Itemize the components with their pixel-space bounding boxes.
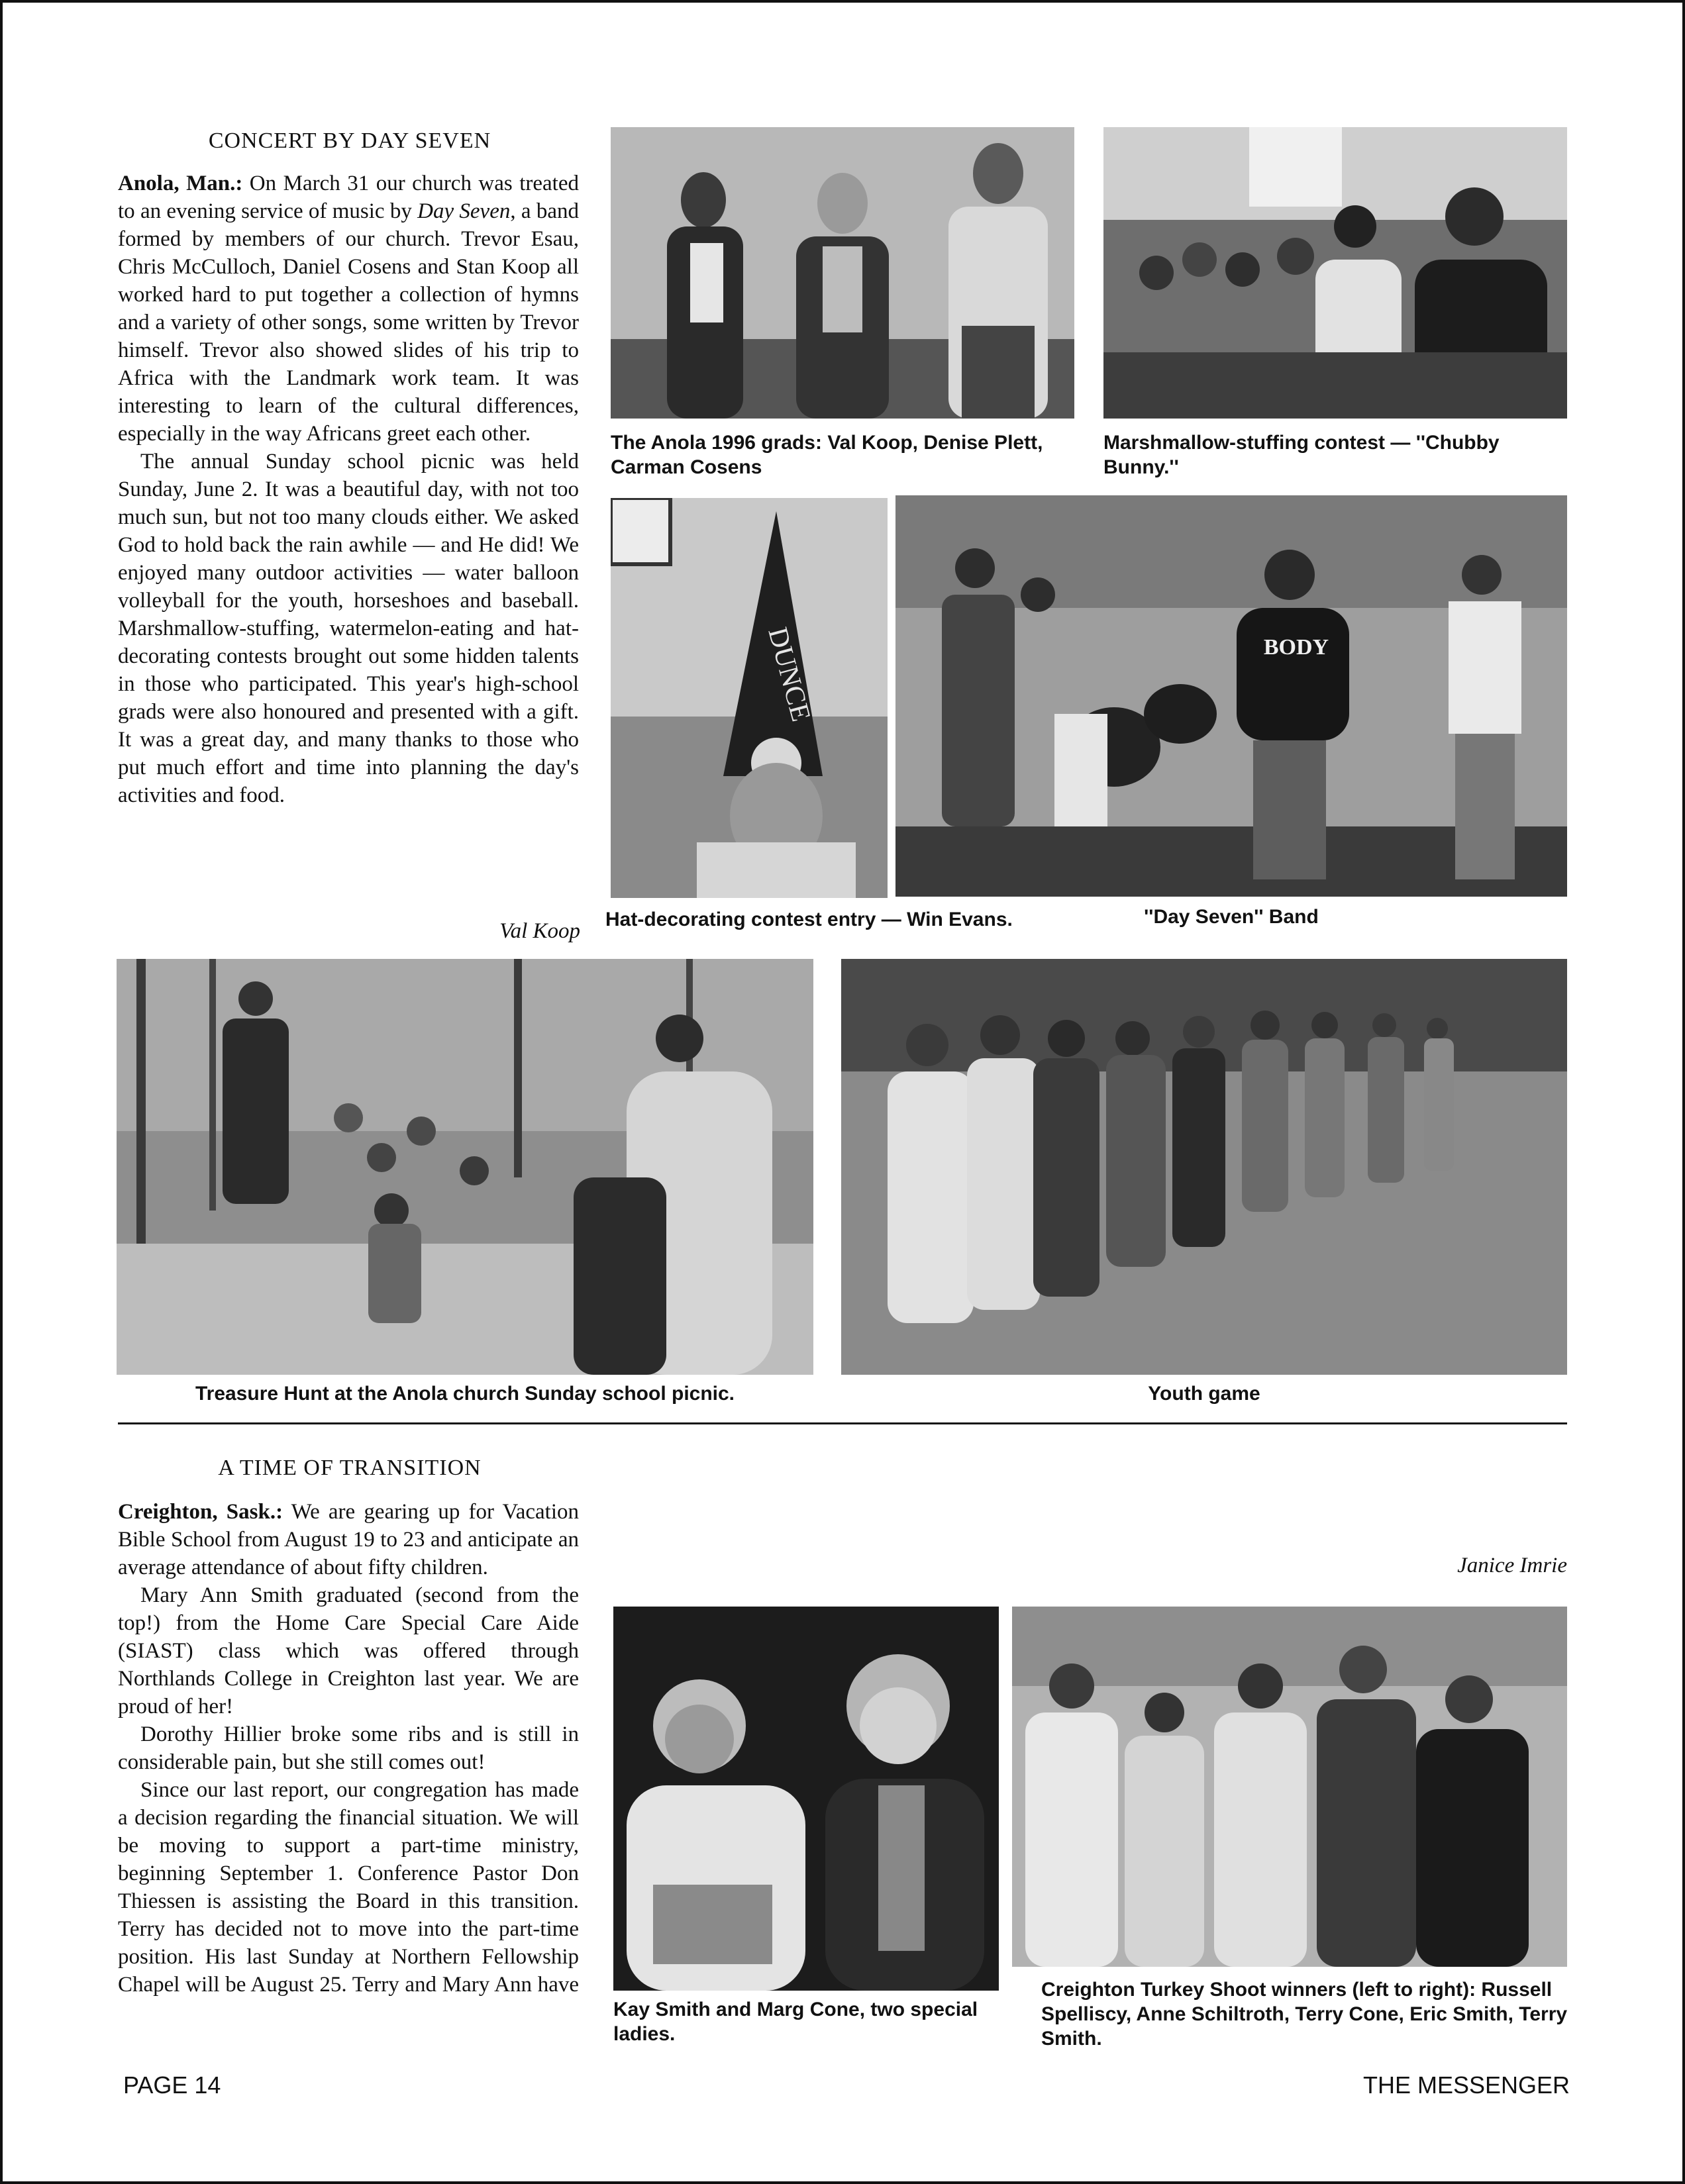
article2-dateline: Creighton, Sask.: (118, 1500, 283, 1524)
caption-hat-decorating: Hat-decorating contest entry — Win Evans. (605, 909, 1013, 930)
dunce-hat-text: DUNCE (762, 624, 817, 725)
band-shirt-text: BODY (1263, 635, 1329, 660)
article2-paragraph-1 (118, 1498, 579, 1581)
photo-anola-grads (611, 127, 1074, 419)
caption-turkey-shoot-winners: Creighton Turkey Shoot winners (left to right): Russell Spelliscy, Anne Schiltroth, Terry Cone, Eric Smith, Terry Smith. (1041, 1979, 1568, 2050)
article2-paragraph-2: Mary Ann Smith graduated (second from the top!) from the Home Care Special Care Aide (SIAST) class which was offered through Northlands College in Creighton last year. We are proud of her! (118, 1583, 579, 1718)
article1-byline: Val Koop (499, 919, 580, 943)
article2-column-2 (611, 1448, 1074, 1588)
photo-marshmallow-contest (1103, 127, 1567, 419)
photo-turkey-shoot-winners (1012, 1607, 1567, 1967)
article2-column-3 (1103, 1448, 1567, 1559)
article2-column-1 (118, 1498, 579, 1997)
article2-paragraph-3: Dorothy Hillier broke some ribs and is still in considerable pain, but she still comes out! (118, 1722, 579, 1774)
article2-headline: A TIME OF TRANSITION (218, 1456, 482, 1480)
caption-kay-and-marg: Kay Smith and Marg Cone, two special ladies. (613, 1999, 978, 2045)
photo-youth-game (841, 959, 1567, 1375)
band-name: Day Seven (417, 199, 511, 223)
caption-treasure-hunt: Treasure Hunt at the Anola church Sunday school picnic. (195, 1383, 735, 1405)
article1-body (118, 170, 579, 809)
article1-p1-b: , a band formed by members of our church. Trevor Esau, Chris McCulloch, Daniel Cosens and Stan Koop all worked hard to put together a collection of hymns and a variety of other songs, some written by Trevor himself. Trevor also showed slides of his trip to Africa with the Landmark work team. It was interesting to learn of the cultural differences, especially in the way Africans greet each other. (118, 199, 579, 446)
article2-paragraph-4: Since our last report, our congregation has made a decision regarding the financial situation. We will be moving to support a part-time ministry, beginning September 1. Conference Pastor Don Thiessen is assisting the Board in this transition. Terry has decided not to move into the part-time position. His last Sunday at Northern Fellowship Chapel will be August 25. Terry and Mary Ann have (118, 1778, 579, 1997)
page-number: PAGE 14 (123, 2071, 221, 2099)
photo-treasure-hunt (117, 959, 813, 1375)
article1-paragraph-1 (118, 170, 579, 448)
photo-kay-and-marg (613, 1607, 999, 1991)
caption-marshmallow-contest: Marshmallow-stuffing contest — ''Chubby Bunny.'' (1103, 432, 1500, 478)
publication-name: THE MESSENGER (1362, 2071, 1570, 2099)
photo-hat-decorating (611, 498, 888, 898)
caption-day-seven-band: ''Day Seven'' Band (1144, 906, 1319, 928)
article1-dateline: Anola, Man.: (118, 172, 243, 195)
article1-paragraph-2: The annual Sunday school picnic was held Sunday, June 2. It was a beautiful day, with not too much sun, but not too many clouds either. We asked God to hold back the rain awhile — and He did! We enjoyed many outdoor activities — water balloon volleyball for the youth, horseshoes and baseball. Marshmallow-stuffing, watermelon-eating and hat-decorating contests brought out some hidden talents in those who participated. This year's high-school grads were also honoured and presented with a gift. It was a great day, and many thanks to those who put much effort and time into planning the day's activities and food. (118, 450, 579, 807)
article1-headline: CONCERT BY DAY SEVEN (208, 128, 491, 153)
caption-anola-grads: The Anola 1996 grads: Val Koop, Denise Plett, Carman Cosens (611, 432, 1043, 478)
section-divider (118, 1422, 1567, 1424)
article2-p1: We are gearing up for Vacation Bible School from August 19 to 23 and anticipate an average attendance of about fifty children. (118, 1500, 580, 1579)
photo-day-seven-band (895, 495, 1567, 897)
article1-p1-a: On March 31 our church was treated to an evening service of music by (118, 172, 579, 223)
article2-byline: Janice Imrie (1457, 1554, 1567, 1577)
caption-youth-game: Youth game (1148, 1383, 1260, 1405)
